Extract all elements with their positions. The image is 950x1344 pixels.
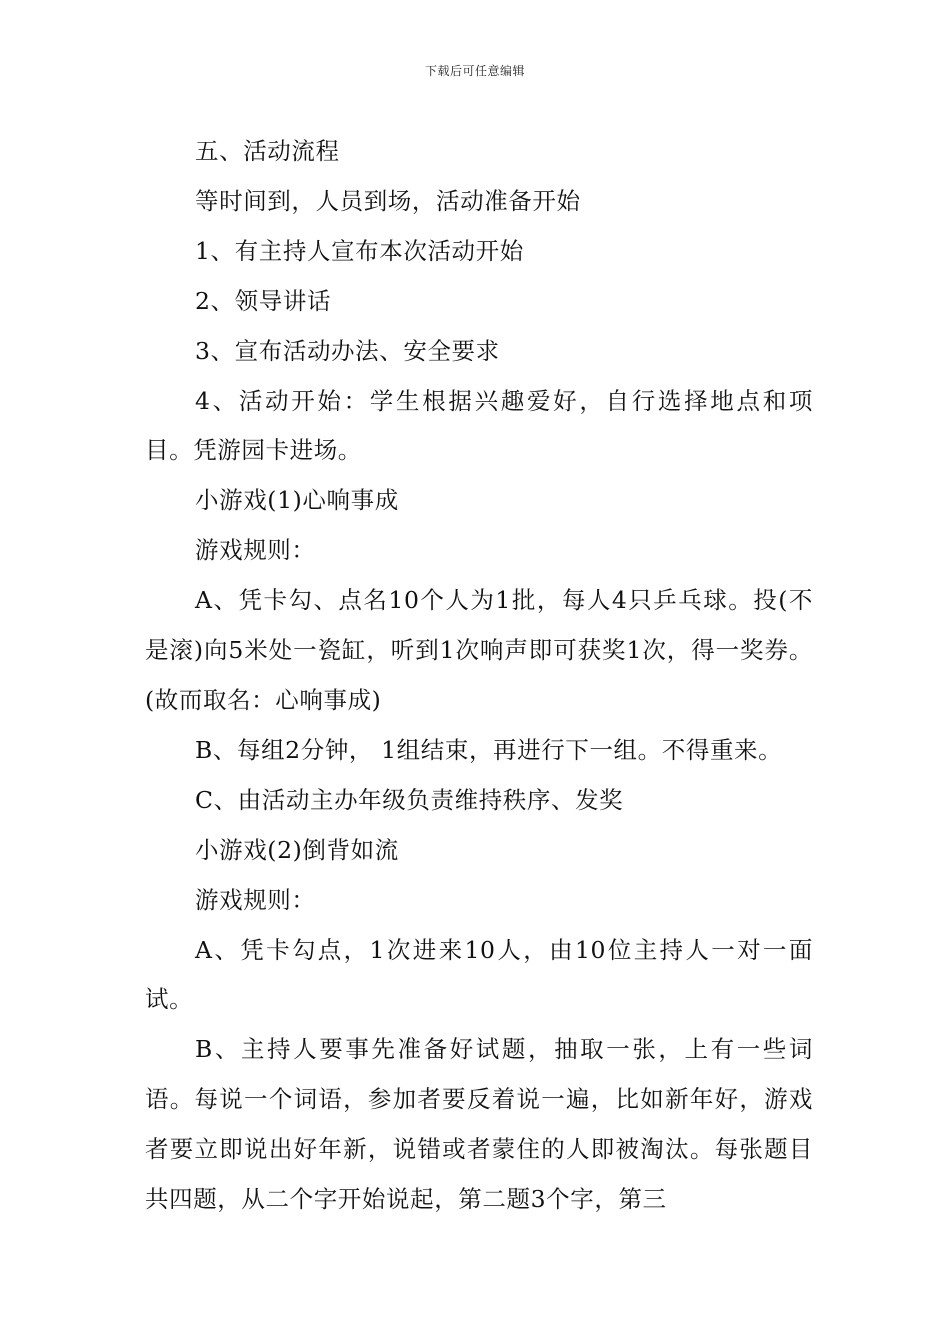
rule-item: B、每组2分钟， 1组结束，再进行下一组。不得重来。 (195, 735, 783, 764)
paragraph: 等时间到，人员到场，活动准备开始 (195, 186, 581, 215)
list-item: 4、活动开始：学生根据兴趣爱好，自行选择地点和项目。凭游园卡进场。 (145, 386, 813, 465)
rule-item: A、凭卡勾点，1次进来10人，由10位主持人一对一面试。 (145, 935, 813, 1014)
list-item: 3、宣布活动办法、安全要求 (195, 336, 500, 365)
list-item: 2、领导讲话 (195, 286, 332, 315)
section-heading: 五、活动流程 (195, 137, 340, 165)
game-title: 小游戏(2)倒背如流 (195, 835, 399, 864)
rule-item: B、主持人要事先准备好试题，抽取一张，上有一些词语。每说一个词语，参加者要反着说一遍，比如新年好，游戏者要立即说出好年新，说错或者蒙住的人即被淘汰。每张题目共四题，从二个字开始说起，第二题3个字，第三 (145, 1035, 813, 1214)
rule-item: C、由活动主办年级负责维持秩序、发奖 (195, 785, 624, 814)
game-title: 小游戏(1)心响事成 (195, 486, 399, 515)
rules-heading: 游戏规则： (195, 536, 316, 565)
rule-item: A、凭卡勾、点名10个人为1批，每人4只乒乓球。投(不是滚)向5米处一瓷缸，听到1次响声即可获奖1次，得一奖券。(故而取名：心响事成) (145, 586, 813, 714)
page-header: 下载后可任意编辑 (424, 64, 525, 78)
list-item: 1、有主持人宣布本次活动开始 (195, 236, 524, 265)
document-body (145, 127, 813, 1225)
rules-heading: 游戏规则： (195, 885, 316, 914)
